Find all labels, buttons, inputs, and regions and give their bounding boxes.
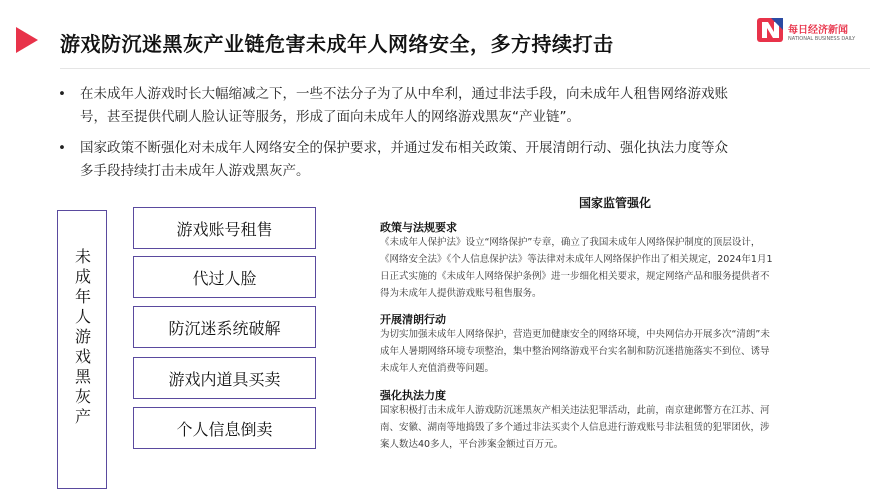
logo bbox=[757, 16, 867, 46]
logo-mark-icon bbox=[757, 16, 785, 44]
bullet-line: 号，甚至提供代刷人脸认证等服务，形成了面向未成年人的网络游戏黑灰“产业链”。 bbox=[80, 109, 580, 125]
bullet-line: 多手段持续打击未成年人游戏黑灰产。 bbox=[80, 163, 310, 179]
vertical-label bbox=[58, 247, 108, 427]
logo-text: 每日经济新闻 bbox=[788, 25, 848, 36]
section-heading-qinglang: 开展清朗行动 bbox=[380, 313, 446, 326]
category-box-account-rental: 游戏账号租售 bbox=[133, 207, 316, 249]
page-title: 游戏防沉迷黑灰产业链危害未成年人网络安全，多方持续打击 bbox=[60, 32, 614, 56]
vertical-char: 成 bbox=[74, 267, 91, 286]
section-line: 国家积极打击未成年人游戏防沉迷黑灰产相关违法犯罪活动，此前，南京建邺警方在江苏、河 bbox=[380, 405, 770, 416]
category-box-face-verification: 代过人脸 bbox=[133, 256, 316, 298]
section-line: 《网络安全法》《个人信息保护法》等法律对未成年人网络保护作出了相关规定，2024年1月1 bbox=[380, 254, 773, 265]
category-box-personal-info: 个人信息倒卖 bbox=[133, 407, 316, 449]
bullet-line: 在未成年人游戏时长大幅缩减之下，一些不法分子为了从中牟利，通过非法手段，向未成年人租售网络游戏账 bbox=[80, 86, 728, 102]
section-body-qinglang bbox=[380, 326, 850, 377]
section-body-policy bbox=[380, 234, 850, 302]
vertical-char: 未 bbox=[74, 247, 91, 266]
section-line: 为切实加强未成年人网络保护，营造更加健康安全的网络环境，中央网信办开展多次“清朗”未 bbox=[380, 329, 770, 340]
section-line: 案人数达40多人，平台涉案金额过百万元。 bbox=[380, 439, 564, 450]
vertical-char: 黑 bbox=[74, 367, 91, 386]
header-divider bbox=[60, 68, 870, 69]
regulation-title: 国家监管强化 bbox=[578, 196, 651, 210]
section-body-enforcement bbox=[380, 402, 850, 453]
vertical-char: 产 bbox=[74, 407, 91, 426]
bullet-line: 国家政策不断强化对未成年人网络安全的保护要求，并通过发布相关政策、开展清朗行动、强化执法力度等众 bbox=[80, 140, 728, 156]
vertical-label-box bbox=[57, 210, 107, 489]
category-box-anti-addiction-crack: 防沉迷系统破解 bbox=[133, 306, 316, 348]
logo-subtext: NATIONAL BUSINESS DAILY bbox=[788, 36, 856, 42]
header-arrow-icon bbox=[16, 27, 38, 53]
vertical-char: 戏 bbox=[74, 347, 91, 366]
section-line: 成年人暑期网络环境专项整治，集中整治网络游戏平台实名制和防沉迷措施落实不到位、诱导 bbox=[380, 346, 770, 357]
bullet-dot-icon: • bbox=[58, 140, 66, 156]
vertical-char: 灰 bbox=[74, 387, 91, 406]
section-line: 南、安徽、湖南等地捣毁了多个通过非法买卖个人信息进行游戏账号非法租赁的犯罪团伙，涉 bbox=[380, 422, 770, 433]
bullet-dot-icon: • bbox=[58, 86, 66, 102]
section-line: 日正式实施的《未成年人网络保护条例》进一步细化相关要求，规定网络产品和服务提供者不 bbox=[380, 271, 770, 282]
vertical-char: 年 bbox=[74, 287, 91, 306]
vertical-char: 人 bbox=[74, 307, 91, 326]
section-heading-policy: 政策与法规要求 bbox=[380, 221, 457, 234]
section-heading-enforcement: 强化执法力度 bbox=[380, 389, 446, 402]
section-line: 《未成年人保护法》设立“网络保护”专章，确立了我国未成年人网络保护制度的顶层设计， bbox=[380, 237, 761, 248]
section-line: 得为未成年人提供游戏账号租售服务。 bbox=[380, 288, 542, 299]
category-box-item-trading: 游戏内道具买卖 bbox=[133, 357, 316, 399]
vertical-char: 游 bbox=[74, 327, 91, 346]
section-line: 未成年人充值消费等问题。 bbox=[380, 363, 495, 374]
